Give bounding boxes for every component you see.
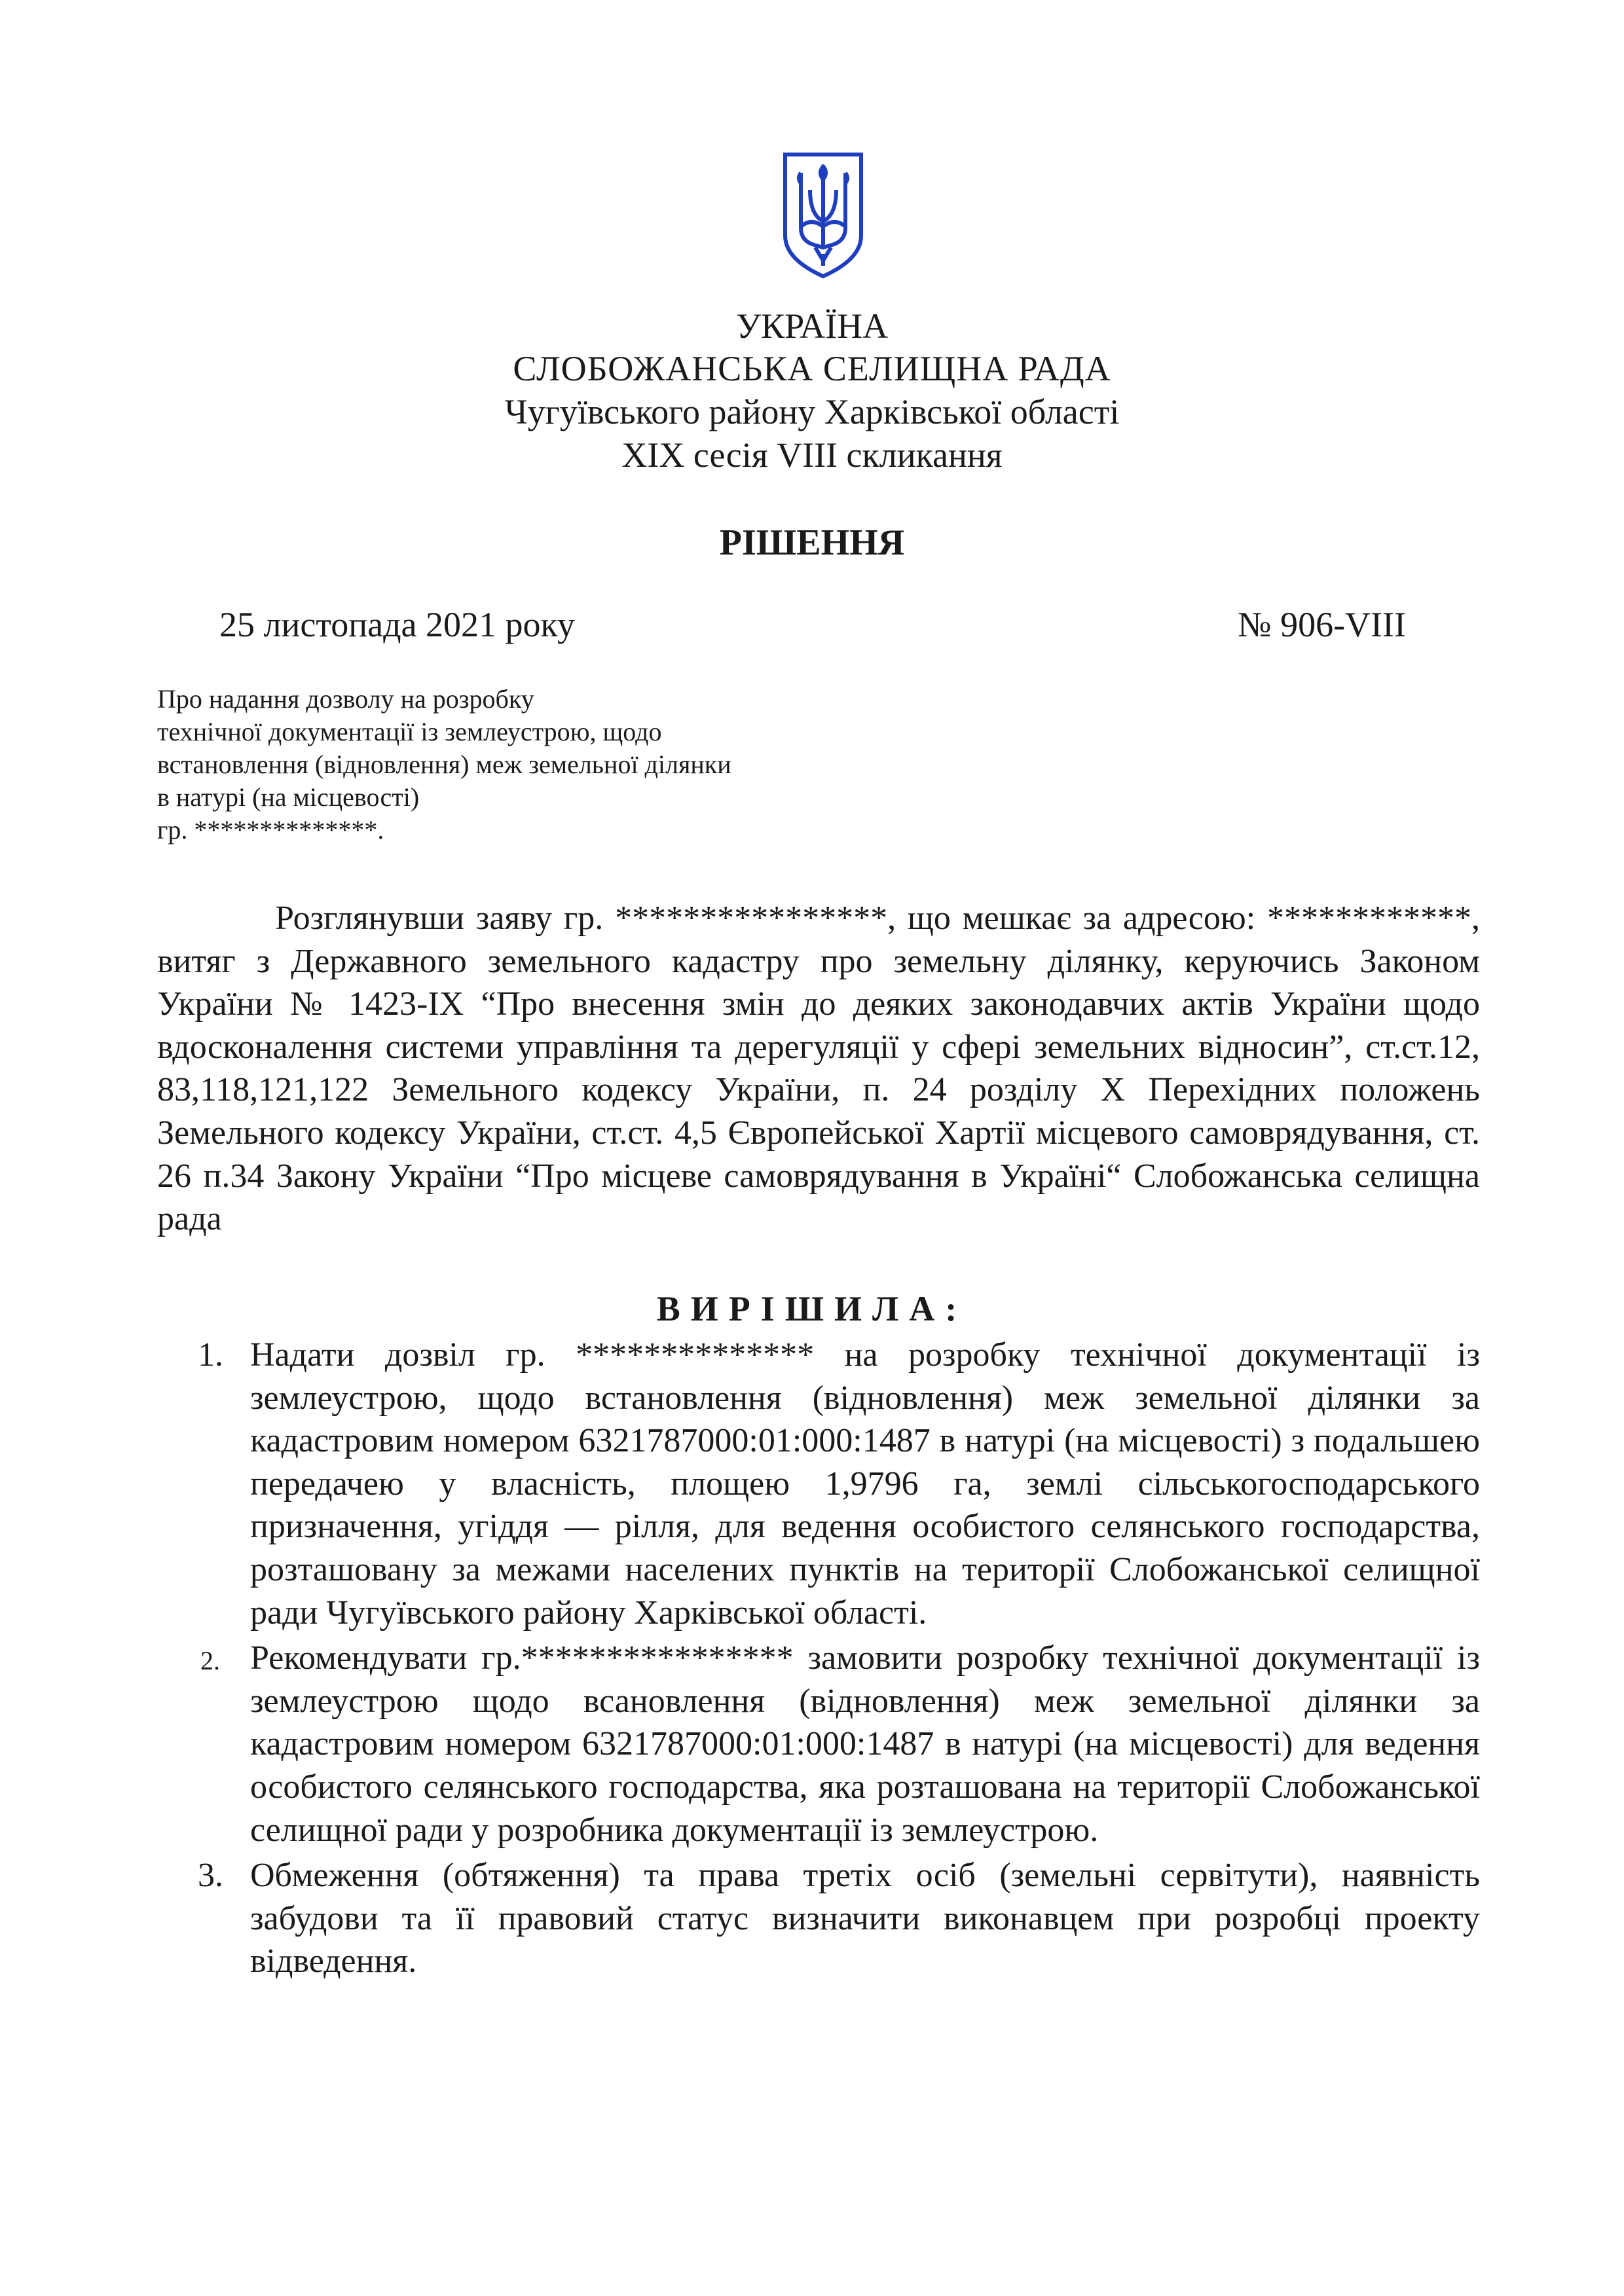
- item-text: Надати дозвіл гр. ************** на розробку технічної документації із землеустрою, щодо встановлення (відновлення) меж земельної ділянки за кадастровим номером 6321787000:01:000:1487 в натурі (на місцевості) з подальшею передачею у власність, площею 1,9796 га, землі сільськогосподарського призначення, угіддя — рілля, для ведення особистого селянського господарства, розташовану за межами населених пунктів на території Слобожанської селищної ради Чугуївського району Харківської області.: [250, 1336, 1480, 1631]
- country-name: УКРАЇНА: [735, 306, 889, 346]
- document-title: РІШЕННЯ: [719, 522, 905, 563]
- subject-line: встановлення (відновлення) меж земельної ділянки: [157, 750, 731, 779]
- document-number: № 906-VIII: [1238, 605, 1406, 644]
- item-number: 2.: [200, 1646, 220, 1676]
- decision-item: [157, 1637, 1480, 1851]
- resolved-heading: ВИРІШИЛА:: [656, 1289, 968, 1328]
- subject-line: гр. **************.: [157, 815, 384, 845]
- decision-item: [157, 1854, 1480, 1983]
- subject-line: технічної документації із землеустрою, щодо: [157, 717, 662, 746]
- preamble-paragraph: [157, 897, 1480, 1241]
- item-number: 3.: [198, 1857, 223, 1895]
- council-name: СЛОБОЖАНСЬКА СЕЛИЩНА РАДА: [513, 349, 1111, 388]
- coat-of-arms-of-ukraine-icon: [781, 149, 865, 280]
- item-text: Обмеження (обтяження) та права третіх осіб (земельні сервітути), наявність забудови та її правовий статус визначити виконавцем при розробці проекту відведення.: [250, 1857, 1480, 1980]
- decision-items: [157, 1334, 1480, 1983]
- subject-line: в натурі (на місцевості): [157, 782, 420, 812]
- preamble-text: Розглянувши заяву гр. ****************, що мешкає за адресою: ************, витяг з Державного земельного кадастру про земельну ділянку, керуючись Законом України № 1423-IX “Про внесення змін до деяких законодавчих актів України щодо вдосконалення системи управління та дерегуляції у сфері земельних відносин”, ст.ст.12, 83,118,121,122 Земельного кодексу України, п. 24 розділу Х Перехідних положень Земельного кодексу України, ст.ст. 4,5 Європейської Хартії місцевого самоврядування, ст. 26 п.34 Закону України “Про місцеве самоврядування в Україні“ Слобожанська селищна рада: [157, 900, 1480, 1238]
- subject-line: Про надання дозволу на розробку: [157, 684, 534, 714]
- item-text: Рекомендувати гр.**************** замовити розробку технічної документації із землеустрою щодо всановлення (відновлення) меж земельної ділянки за кадастровим номером 6321787000:01:000:1487 в натурі (на місцевості) для ведення особистого селянського господарства, яка розташована на території Слобожанської селищної ради у розробника документації із землеустрою.: [250, 1639, 1480, 1849]
- district-name: Чугуївського району Харківської області: [504, 392, 1120, 431]
- document-subject: [157, 683, 731, 847]
- item-number: 1.: [198, 1336, 223, 1374]
- session-name: XIX сесія VIII скликання: [621, 435, 1003, 475]
- document-date: 25 листопада 2021 року: [219, 605, 575, 644]
- decision-item: [157, 1334, 1480, 1634]
